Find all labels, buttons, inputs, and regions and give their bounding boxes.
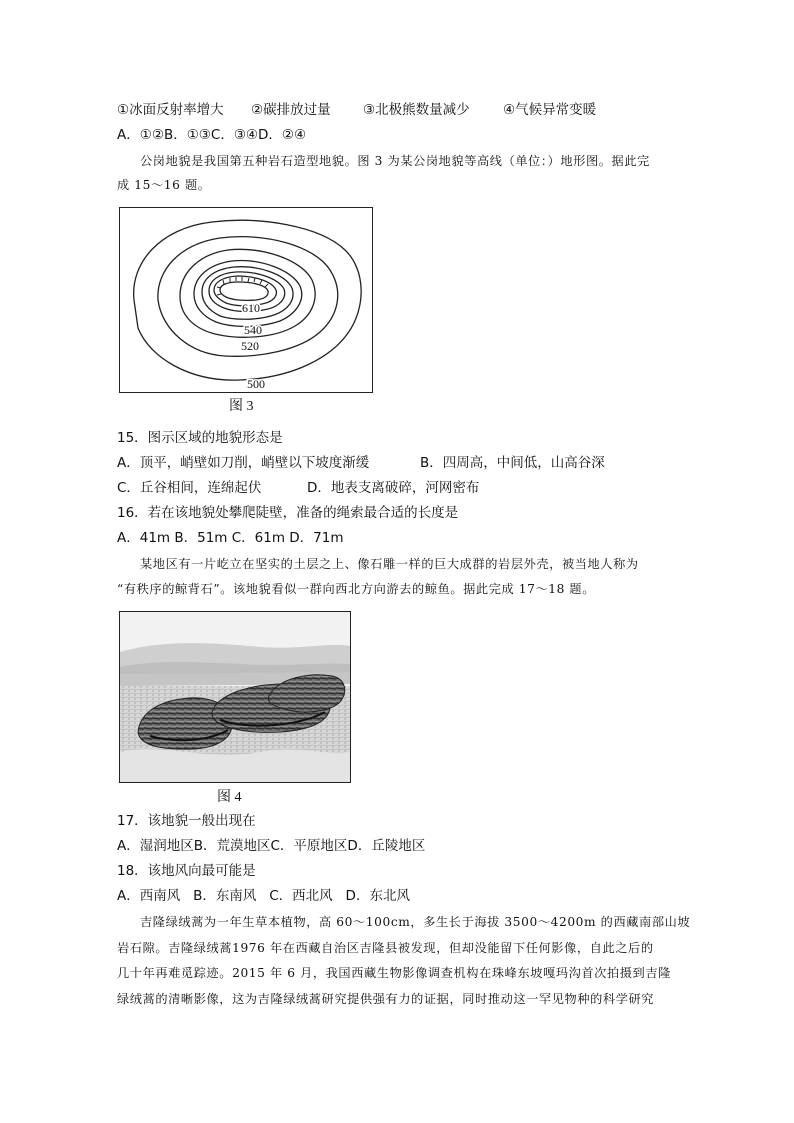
q15-stem: 15．图示区域的地貌形态是 bbox=[117, 430, 283, 446]
passage2-line1: 某地区有一片屹立在坚实的土层之上、像石雕一样的巨大成群的岩层外壳，被当地人称为 bbox=[140, 557, 639, 571]
label-520: 520 bbox=[241, 339, 259, 353]
passage1-line2: 成 15～16 题。 bbox=[117, 178, 211, 192]
option-row bbox=[117, 101, 596, 119]
figure3-caption: 图 3 bbox=[229, 399, 254, 414]
label-500: 500 bbox=[247, 377, 265, 391]
q15-option-a: A．顶平，峭壁如刀削，峭壁以下坡度渐缓 bbox=[117, 455, 370, 471]
option-1: ①冰面反射率增大 bbox=[117, 102, 224, 118]
q15-option-d: D．地表支离破碎，河网密布 bbox=[307, 480, 480, 496]
rock-illustration bbox=[120, 612, 350, 782]
answer-row: A．①②B．①③C．③④D．②④ bbox=[117, 127, 307, 143]
q18-stem: 18．该地风向最可能是 bbox=[117, 863, 256, 879]
option-2: ②碳排放过量 bbox=[251, 102, 331, 118]
q16-stem: 16．若在该地貌处攀爬陡壁，准备的绳索最合适的长度是 bbox=[117, 505, 459, 521]
contour-map-figure bbox=[119, 207, 373, 393]
passage2-line2: “有秩序的鲸背石”。该地貌看似一群向西北方向游去的鲸鱼。据此完成 17～18 题。 bbox=[117, 582, 596, 596]
q15-row1 bbox=[117, 454, 605, 472]
q16-options: A．41m B．51m C．61m D．71m bbox=[117, 530, 344, 546]
contour-610 bbox=[220, 282, 268, 300]
q15-option-c: C．丘谷相间，连绵起伏 bbox=[117, 480, 262, 496]
q17-options: A．湿润地区B．荒漠地区C．平原地区D．丘陵地区 bbox=[117, 838, 426, 854]
contour-map bbox=[120, 208, 372, 392]
q15-option-b: B．四周高，中间低，山高谷深 bbox=[420, 455, 605, 471]
passage1-line1: 公岗地貌是我国第五种岩石造型地貌。图 3 为某公岗地貌等高线（单位：）地形图。据此完 bbox=[140, 154, 650, 168]
q15-row2 bbox=[117, 479, 479, 497]
passage3-line1: 吉隆绿绒蒿为一年生草本植物，高 60～100cm，多生长于海拔 3500～4200m 的西藏南部山坡 bbox=[140, 915, 691, 929]
passage3-line4: 绿绒蒿的清晰影像，这为吉隆绿绒蒿研究提供强有力的证据，同时推动这一罕见物种的科学研究 bbox=[117, 992, 655, 1006]
q17-stem: 17．该地貌一般出现在 bbox=[117, 813, 256, 829]
q18-options: A．西南风 B．东南风 C．西北风 D．东北风 bbox=[117, 888, 410, 904]
figure4-caption: 图 4 bbox=[217, 790, 242, 805]
label-540: 540 bbox=[244, 323, 262, 337]
option-3: ③北极熊数量减少 bbox=[363, 102, 470, 118]
label-610: 610 bbox=[242, 301, 260, 315]
passage3-line2: 岩石隙。吉隆绿绒蒿1976 年在西藏自治区吉隆县被发现，但却没能留下任何影像，自此之后的 bbox=[117, 941, 654, 955]
whaleback-rock-photo bbox=[119, 611, 351, 783]
option-4: ④气候异常变暖 bbox=[503, 102, 597, 118]
passage3-line3: 几十年再难觅踪迹。2015 年 6 月，我国西藏生物影像调查机构在珠峰东坡嘎玛沟首次拍摄到吉隆 bbox=[117, 966, 671, 980]
